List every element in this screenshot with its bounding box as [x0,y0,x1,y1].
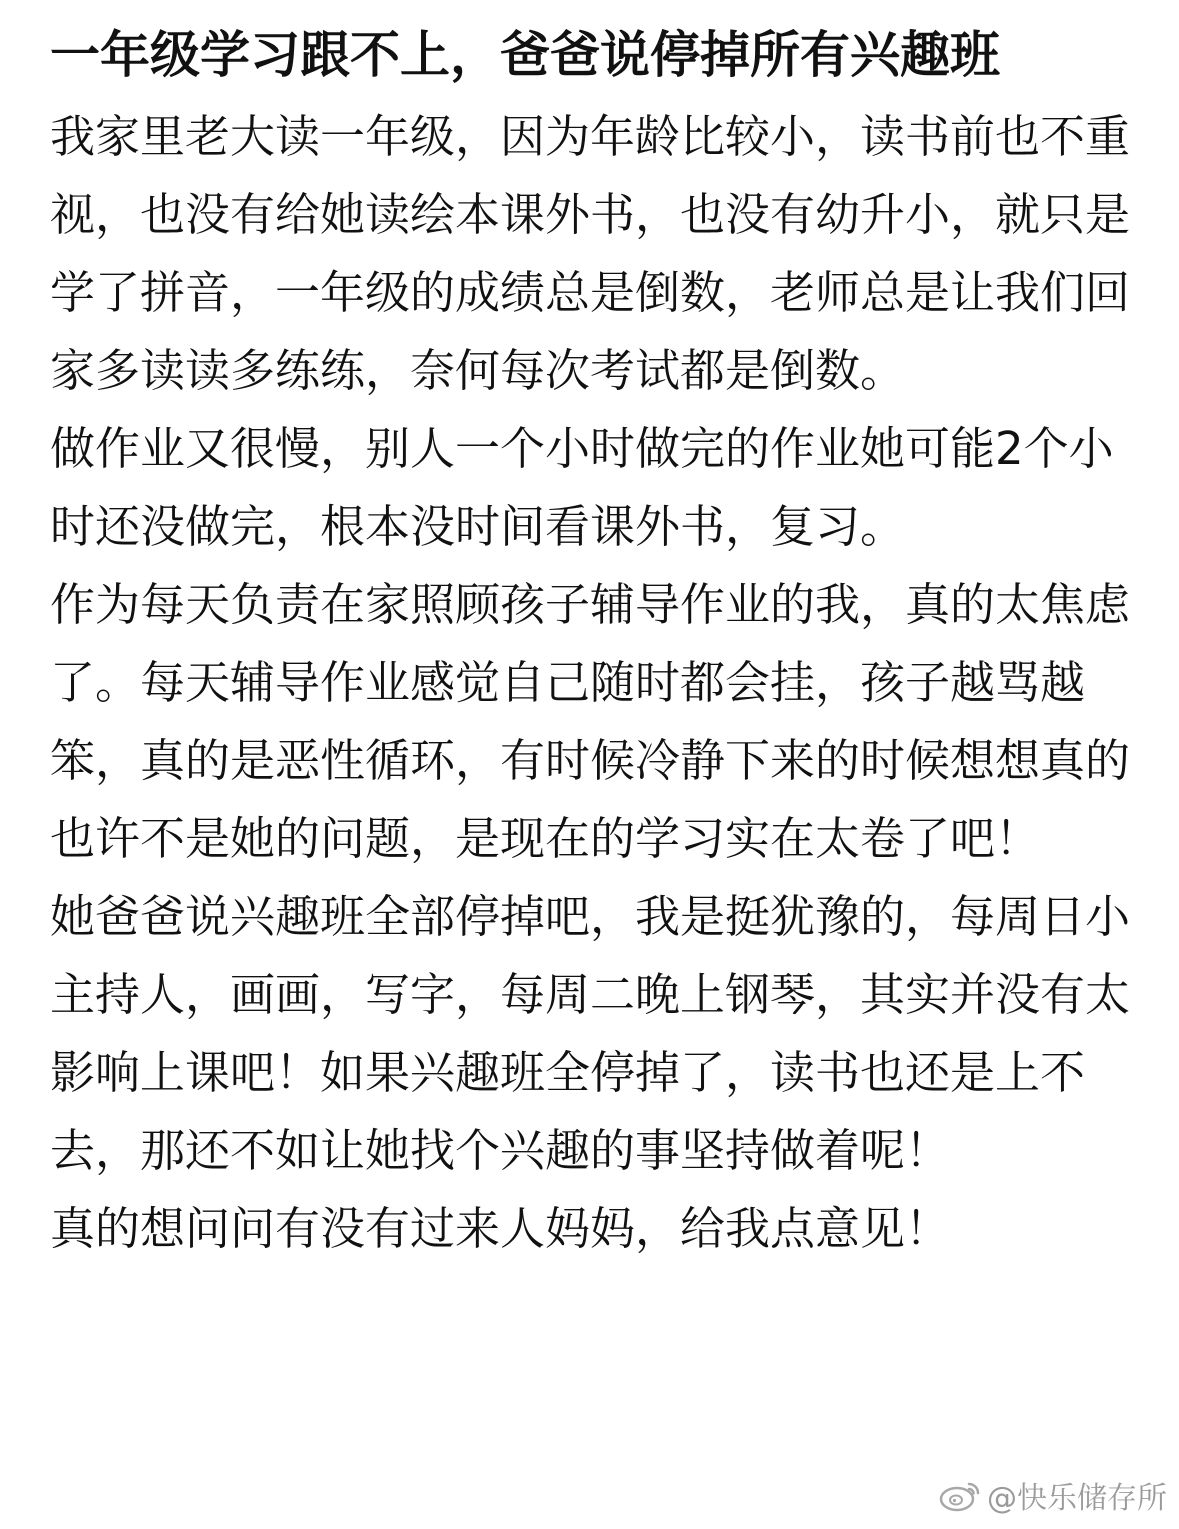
watermark [939,1473,1167,1517]
weibo-logo-icon [939,1478,983,1512]
post-content [50,18,1140,1268]
watermark-text: @快乐储存所 [987,1481,1167,1516]
post-paragraph: 做作业又很慢，别人一个小时做完的作业她可能2个小时还没做完，根本没时间看课外书，复习。 [50,422,1114,553]
post-paragraph: 真的想问问有没有过来人妈妈，给我点意见！ [50,1202,951,1255]
post-paragraph: 我家里老大读一年级，因为年龄比较小，读书前也不重视，也没有给她读绘本课外书，也没有幼升小，就只是学了拼音，一年级的成绩总是倒数，老师总是让我们回家多读读多练练，奈何每次考试都是倒数。 [50,110,1131,397]
post-paragraph: 她爸爸说兴趣班全部停掉吧，我是挺犹豫的，每周日小主持人，画画，写字，每周二晚上钢琴，其实并没有太影响上课吧！如果兴趣班全停掉了，读书也还是上不去，那还不如让她找个兴趣的事坚持做着呢！ [50,890,1131,1177]
post-title: 一年级学习跟不上，爸爸说停掉所有兴趣班 [50,26,1000,84]
post-paragraph: 作为每天负责在家照顾孩子辅导作业的我，真的太焦虑了。每天辅导作业感觉自己随时都会挂，孩子越骂越笨，真的是恶性循环，有时候冷静下来的时候想想真的也许不是她的问题，是现在的学习实在太卷了吧！ [50,578,1131,865]
